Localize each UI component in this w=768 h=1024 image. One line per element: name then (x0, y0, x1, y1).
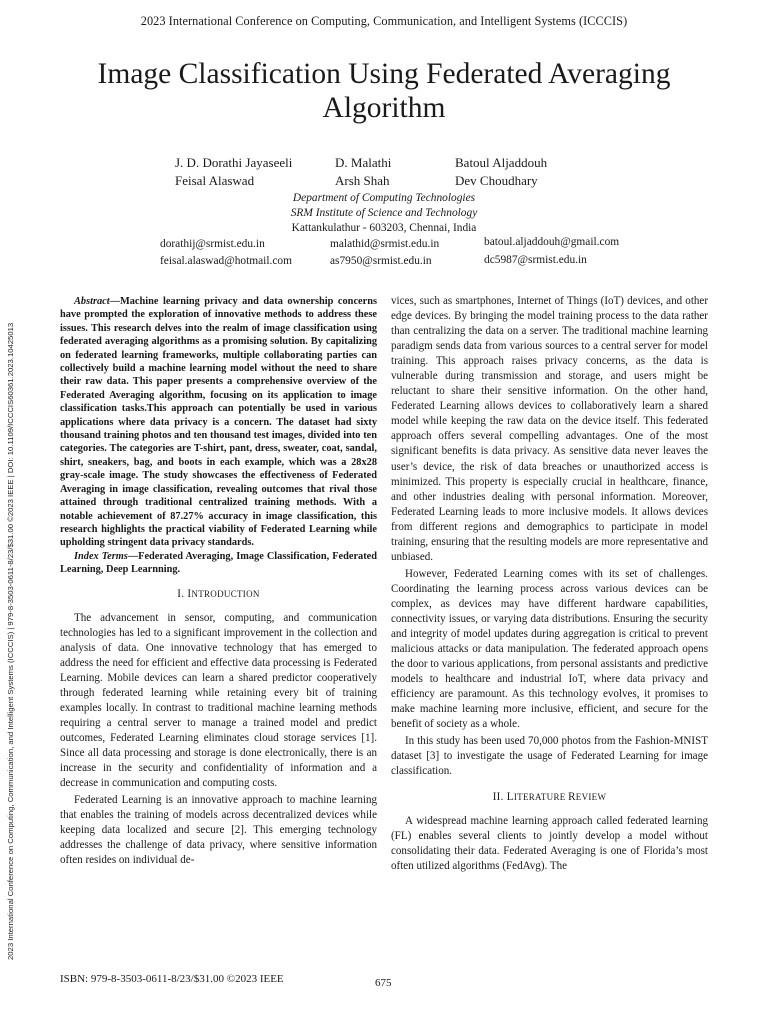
footer-isbn: ISBN: 979-8-3503-0611-8/23/$31.00 ©2023 IEEE (60, 973, 284, 985)
paragraph: vices, such as smartphones, Internet of Things (IoT) devices, and other edge devices. By bringing the model training process to the data rather than centralizing the data on a server. The traditional machine learning paradigm sends data from various sources to a central server for model training. This approach raises privacy concerns, as the data is vulnerable during transmission and storage, and users might be reluctant to share their sensitive information. On the other hand, Federated Learning allows devices to collaboratively learn a shared model while keeping the raw data on the device itself. This federated approach offers several compelling advantages. One of the most significant benefits is data privacy. As sensitive data never leaves the user’s device, the risk of data breaches or unauthorized access is minimized. This property is especially crucial in healthcare, finance, and other industries dealing with personal information. Moreover, Federated Learning leads to more inclusive models. It allows devices from different regions and demographics to participate in model training, ensuring that the resulting models are more representative and unbiased. (391, 295, 708, 563)
side-doi-text: 2023 International Conference on Computing, Communication, and Intelligent Systems (ICCCIS) | 979-8-3503-0611-8/23/$31.00 ©2023 IEEE | DOI: 10.1109/ICCCIS60361.2023.10425013 (6, 322, 15, 960)
paper-title: Image Classification Using Federated Averaging Algorithm (97, 58, 671, 124)
email-6: dc5987@srmist.edu.in (484, 254, 587, 266)
author-3: Batoul Aljaddouh (455, 155, 548, 170)
affiliation-department: Department of Computing Technologies (292, 192, 476, 204)
affiliation-institute: SRM Institute of Science and Technology (290, 207, 478, 219)
abstract (60, 295, 377, 550)
right-column (391, 294, 708, 874)
paragraph: In this study has been used 70,000 photos from the Fashion-MNIST dataset [3] to investigate the usage of Federated Learning for image classification. (391, 735, 708, 778)
paragraph: Federated Learning is an innovative approach to machine learning that enables the training of models across decentralized devices while keeping data localized and secure [2]. This emerging technology addresses the challenge of data privacy, where sensitive information often resides on individual de- (60, 794, 377, 867)
author-5: Arsh Shah (335, 173, 390, 188)
email-1: dorathij@srmist.edu.in (160, 238, 265, 250)
author-4: Feisal Alaswad (175, 173, 255, 188)
left-column (60, 295, 377, 868)
author-6: Dev Choudhary (455, 173, 538, 188)
page-number: 675 (375, 977, 392, 989)
abstract-lead: Abstract (74, 296, 110, 307)
index-terms-lead: Index Terms (74, 550, 128, 562)
paragraph: The advancement in sensor, computing, and communication technologies has led to a significant improvement in the collection and analysis of data. One innovative technology that has emerged to address the need for efficient and effective data processing is Federated Learning. Mobile devices can learn a shared predictor cooperatively through federated learning while retaining every bit of training examples locally. In contrast to traditional machine learning methods requiring a central server to manage a trained model and predict outcomes, Federated Learning eliminates cloud storage services [1]. Since all data processing and storage is done electronically, there is an increase in the security and confidentiality of information and a decrease in communication and computing costs. (60, 611, 377, 790)
email-4: feisal.alaswad@hotmail.com (160, 255, 292, 267)
index-terms-text: —Federated Averaging, Image Classification, Federated Learning, Deep Learnning. (60, 550, 377, 576)
section-heading-literature-review: II. LITERATURE REVIEW (492, 790, 607, 803)
affiliation-address: Kattankulathur - 603203, Chennai, India (291, 222, 477, 234)
email-3: batoul.aljaddouh@gmail.com (484, 236, 620, 248)
author-2: D. Malathi (335, 155, 392, 170)
conference-header: 2023 International Conference on Computing, Communication, and Intelligent Systems (ICCCIS) (140, 14, 628, 28)
paragraph: However, Federated Learning comes with its set of challenges. Coordinating the learning process across various devices can be complex, as devices may have different hardware capabilities, connectivity issues, or varying data distributions. Ensuring the security and integrity of model updates during aggregation is critical to prevent malicious attacks or data manipulation. The federated approach opens the door to various applications, from personal assistants and predictive models to healthcare and industrial IoT, where data privacy and efficiency are paramount. As this technology evolves, it promises to make machine learning more inclusive, efficient, and secure for the benefit of society as a whole. (391, 567, 708, 731)
abstract-text: —Machine learning privacy and data ownership concerns have prompted the exploration of innovative methods to address these issues. This research delves into the realm of image classification using federated averaging algorithms as a promising solution. By capitalizing on federated learning frameworks, multiple collaborating parties can collectively build a machine learning model without the need to share their raw data. This paper presents a comprehensive overview of the Federated Averaging algorithm, focusing on its application to image classification tasks.This approach can potentially be used in various applications where data privacy is a concern. The dataset had sixty thousand training photos and ten thousand test images, divided into ten categories. The categories are T-shirt, pant, dress, sweater, coat, sandal, shirt, sneakers, bag, and boots in each example, which was a 28x28 gray-scale image. The study showcases the effectiveness of Federated Averaging in image classification, revealing outcomes that rival those attained through traditional centralized training methods. With a notable achievement of 87.27% accuracy in image classification, this research highlights the practical viability of Federated Learning while upholding stringent data privacy standards. (60, 296, 377, 549)
author-1: J. D. Dorathi Jayaseeli (175, 155, 293, 170)
email-5: as7950@srmist.edu.in (330, 255, 432, 267)
index-terms (60, 550, 377, 577)
email-2: malathid@srmist.edu.in (330, 238, 440, 250)
paragraph: A widespread machine learning approach called federated learning (FL) enables several clients to jointly develop a model without consolidating their data. Federated Averaging is one of Florida’s most often utilized algorithms (FedAvg). The (391, 814, 708, 872)
section-heading-introduction: I. INTRODUCTION (177, 587, 260, 600)
